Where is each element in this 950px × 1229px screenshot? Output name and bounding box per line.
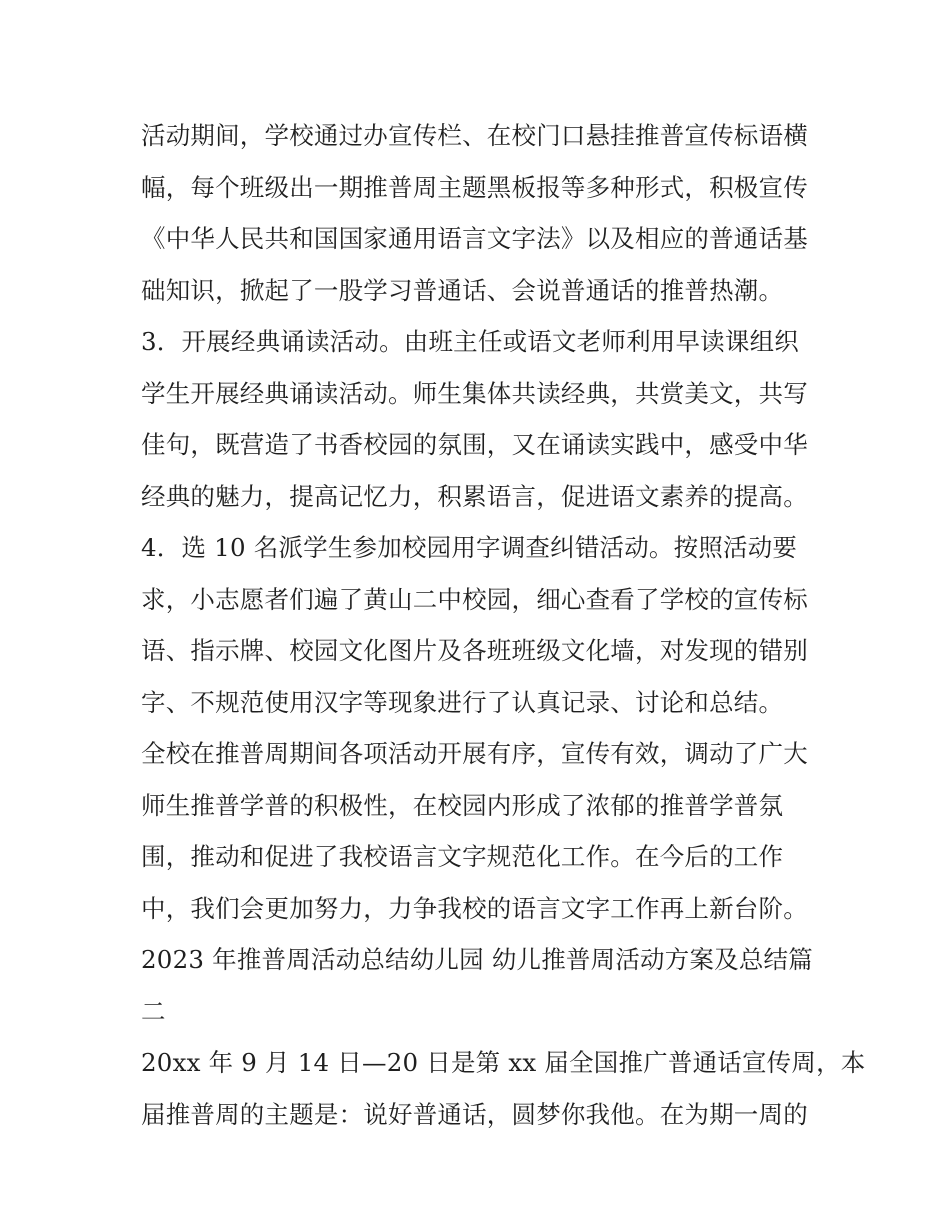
text-line: 20xx 年 9 月 14 日—20 日是第 xx 届全国推广普通话宣传周，本 bbox=[141, 1048, 866, 1077]
text-line: 经典的魅力，提高记忆力，积累语言，促进语文素养的提高。 bbox=[141, 481, 808, 511]
text-line: 师生推普学普的积极性，在校园内形成了浓郁的推普学普氛 bbox=[141, 790, 784, 820]
text-line: 求，小志愿者们遍了黄山二中校园，细心查看了学校的宣传标 bbox=[141, 584, 808, 614]
text-line: 语、指示牌、校园文化图片及各班班级文化墙，对发现的错别 bbox=[141, 636, 808, 665]
text-line: 全校在推普周期间各项活动开展有序，宣传有效，调动了广大 bbox=[141, 739, 808, 768]
document-body bbox=[141, 110, 866, 1140]
text-line: 届推普周的主题是：说好普通话，圆梦你我他。在为期一周的 bbox=[141, 1099, 808, 1129]
section-heading-continued: 二 bbox=[141, 996, 166, 1026]
text-line: 围，推动和促进了我校语言文字规范化工作。在今后的工作 bbox=[141, 842, 784, 871]
text-line: 学生开展经典诵读活动。师生集体共读经典，共赏美文，共写 bbox=[141, 378, 808, 408]
section-heading: 2023 年推普周活动总结幼儿园 幼儿推普周活动方案及总结篇 bbox=[141, 945, 813, 974]
text-line: 4．选 10 名派学生参加校园用字调查纠错活动。按照活动要 bbox=[141, 533, 798, 562]
text-line: 中，我们会更加努力，力争我校的语言文字工作再上新台阶。 bbox=[141, 893, 808, 923]
text-line: 《中华人民共和国国家通用语言文字法》以及相应的普通话基 bbox=[141, 224, 808, 253]
text-line: 础知识，掀起了一股学习普通话、会说普通话的推普热潮。 bbox=[141, 275, 784, 305]
text-line: 幅，每个班级出一期推普周主题黑板报等多种形式，积极宣传 bbox=[141, 172, 808, 202]
text-line: 3．开展经典诵读活动。由班主任或语文老师利用早读课组织 bbox=[141, 327, 799, 356]
text-line: 佳句，既营造了书香校园的氛围，又在诵读实践中，感受中华 bbox=[141, 430, 808, 459]
text-line: 字、不规范使用汉字等现象进行了认真记录、讨论和总结。 bbox=[141, 687, 784, 717]
text-line: 活动期间，学校通过办宣传栏、在校门口悬挂推普宣传标语横 bbox=[141, 121, 808, 150]
